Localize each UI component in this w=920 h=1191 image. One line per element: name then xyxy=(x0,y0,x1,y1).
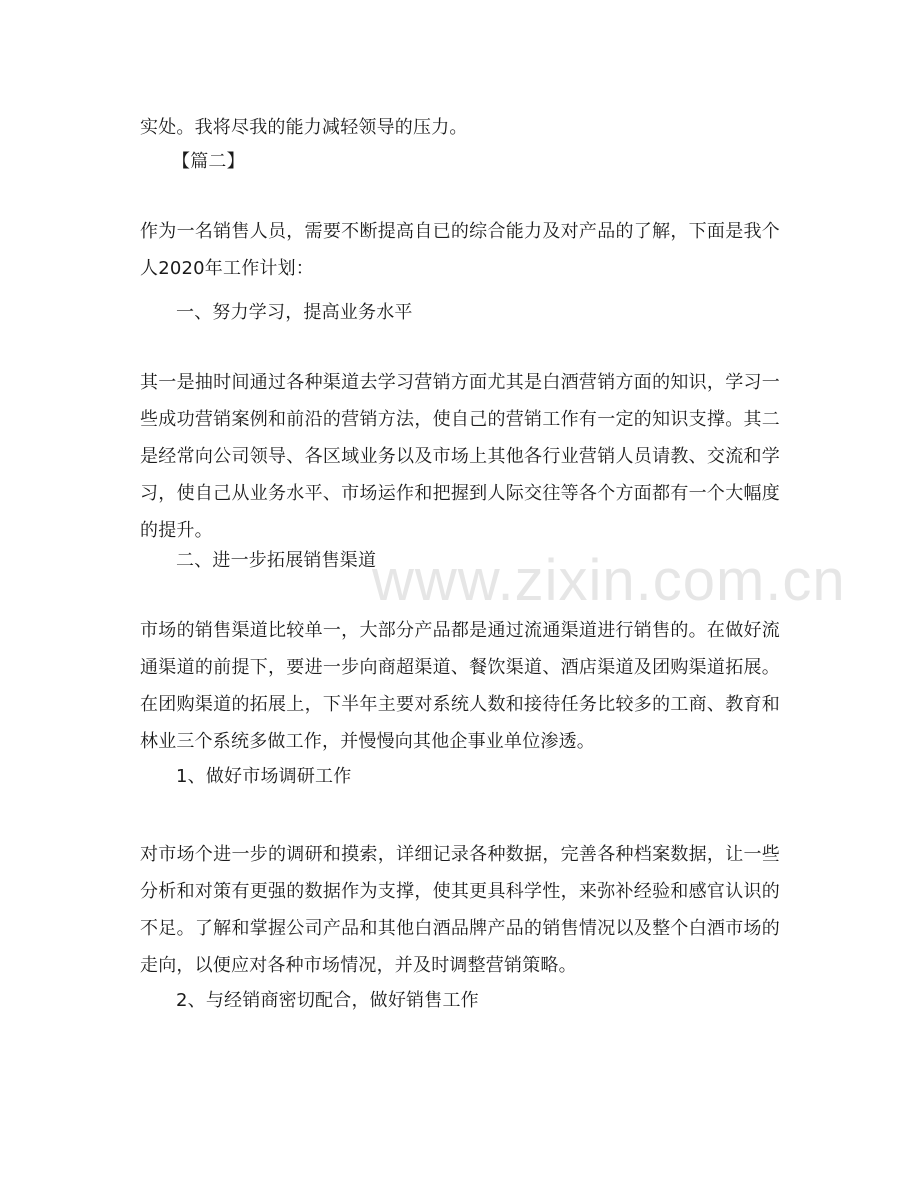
continuation-line: 实处。我将尽我的能力减轻领导的压力。 xyxy=(140,117,468,138)
heading-market-research: 1、做好市场调研工作 xyxy=(176,766,352,787)
heading-channels: 二、进一步拓展销售渠道 xyxy=(176,550,377,571)
intro-paragraph: 作为一名销售人员，需要不断提高自已的综合能力及对产品的了解，下面是我个人2020年工作计划： xyxy=(140,221,780,279)
paragraph-channels: 市场的销售渠道比较单一，大部分产品都是通过流通渠道进行销售的。在做好流通渠道的前提下，要进一步向商超渠道、餐饮渠道、酒店渠道及团购渠道拓展。在团购渠道的拓展上，下半年主要对系统人数和接待任务比较多的工商、教育和林业三个系统多做工作，并慢慢向其他企事业单位渗透。 xyxy=(140,620,780,752)
paragraph-study: 其一是抽时间通过各种渠道去学习营销方面尤其是白酒营销方面的知识，学习一些成功营销案例和前沿的营销方法，使自己的营销工作有一定的知识支撑。其二是经常向公司领导、各区域业务以及市场上其他各行业营销人员请教、交流和学习，使自己从业务水平、市场运作和把握到人际交往等各个方面都有一个大幅度的提升。 xyxy=(140,372,780,541)
section-label: 【篇二】 xyxy=(172,151,245,172)
watermark-text: www.zixin.com.cn xyxy=(372,548,846,613)
heading-study: 一、努力学习，提高业务水平 xyxy=(176,302,413,323)
heading-dealer-cooperation: 2、与经销商密切配合，做好销售工作 xyxy=(176,990,479,1011)
paragraph-market-research: 对市场个进一步的调研和摸索，详细记录各种数据，完善各种档案数据，让一些分析和对策有更强的数据作为支撑，使其更具科学性，来弥补经验和感官认识的不足。了解和掌握公司产品和其他白酒品牌产品的销售情况以及整个白酒市场的走向，以便应对各种市场情况，并及时调整营销策略。 xyxy=(140,844,780,976)
